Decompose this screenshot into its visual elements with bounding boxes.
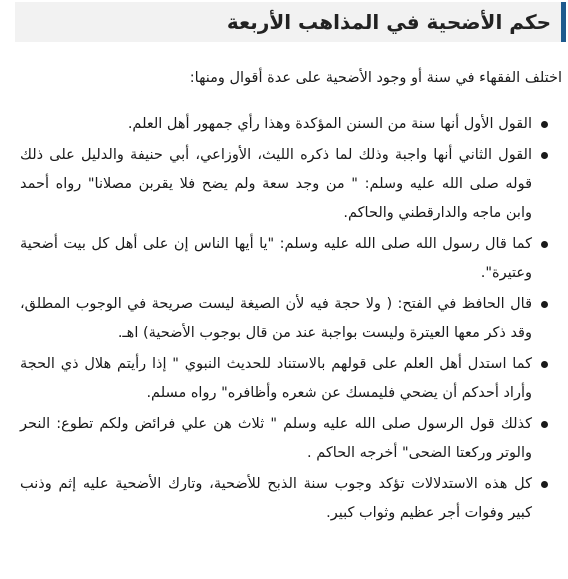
list-item: القول الثاني أنها واجبة وذلك لما ذكره الليث، الأوزاعي، أبي حنيفة والدليل على ذلك قوله صلى الله عليه وسلم: " من وجد سعة ولم يضح فلا يقربن مصلانا" رواه أحمد وابن ماجه والدارقطني والحاكم. bbox=[20, 141, 532, 228]
section-heading-box bbox=[15, 2, 566, 42]
list-item: القول الأول أنها سنة من السنن المؤكدة وهذا رأي جمهور أهل العلم. bbox=[20, 110, 532, 139]
intro-paragraph: اختلف الفقهاء في سنة أو وجود الأضحية على عدة أقوال ومنها: bbox=[189, 70, 562, 86]
list-item: قال الحافظ في الفتح: ( ولا حجة فيه لأن الصيغة ليست صريحة في الوجوب المطلق، وقد ذكر معها العيترة وليست بواجبة عند من قال بوجوب الأضحية) اهـ. bbox=[20, 290, 532, 348]
opinions-list bbox=[0, 110, 568, 530]
list-item: كذلك قول الرسول صلى الله عليه وسلم " ثلاث هن علي فرائض ولكم تطوع: النحر والوتر وركعتا الضحى" أخرجه الحاكم . bbox=[20, 410, 532, 468]
section-heading: حكم الأضحية في المذاهب الأربعة bbox=[226, 10, 551, 34]
list-item: كما استدل أهل العلم على قولهم بالاستناد للحديث النبوي " إذا رأيتم هلال ذي الحجة وأراد أحدكم أن يضحي فليمسك عن شعره وأظافره" رواه مسلم. bbox=[20, 350, 532, 408]
list-item: كما قال رسول الله صلى الله عليه وسلم: "يا أيها الناس إن على أهل كل بيت أضحية وعتيرة". bbox=[20, 230, 532, 288]
list-item: كل هذه الاستدلالات تؤكد وجوب سنة الذبح للأضحية، وتارك الأضحية عليه إثم وذنب كبير وفوات أجر عظيم وثواب كبير. bbox=[20, 470, 532, 528]
